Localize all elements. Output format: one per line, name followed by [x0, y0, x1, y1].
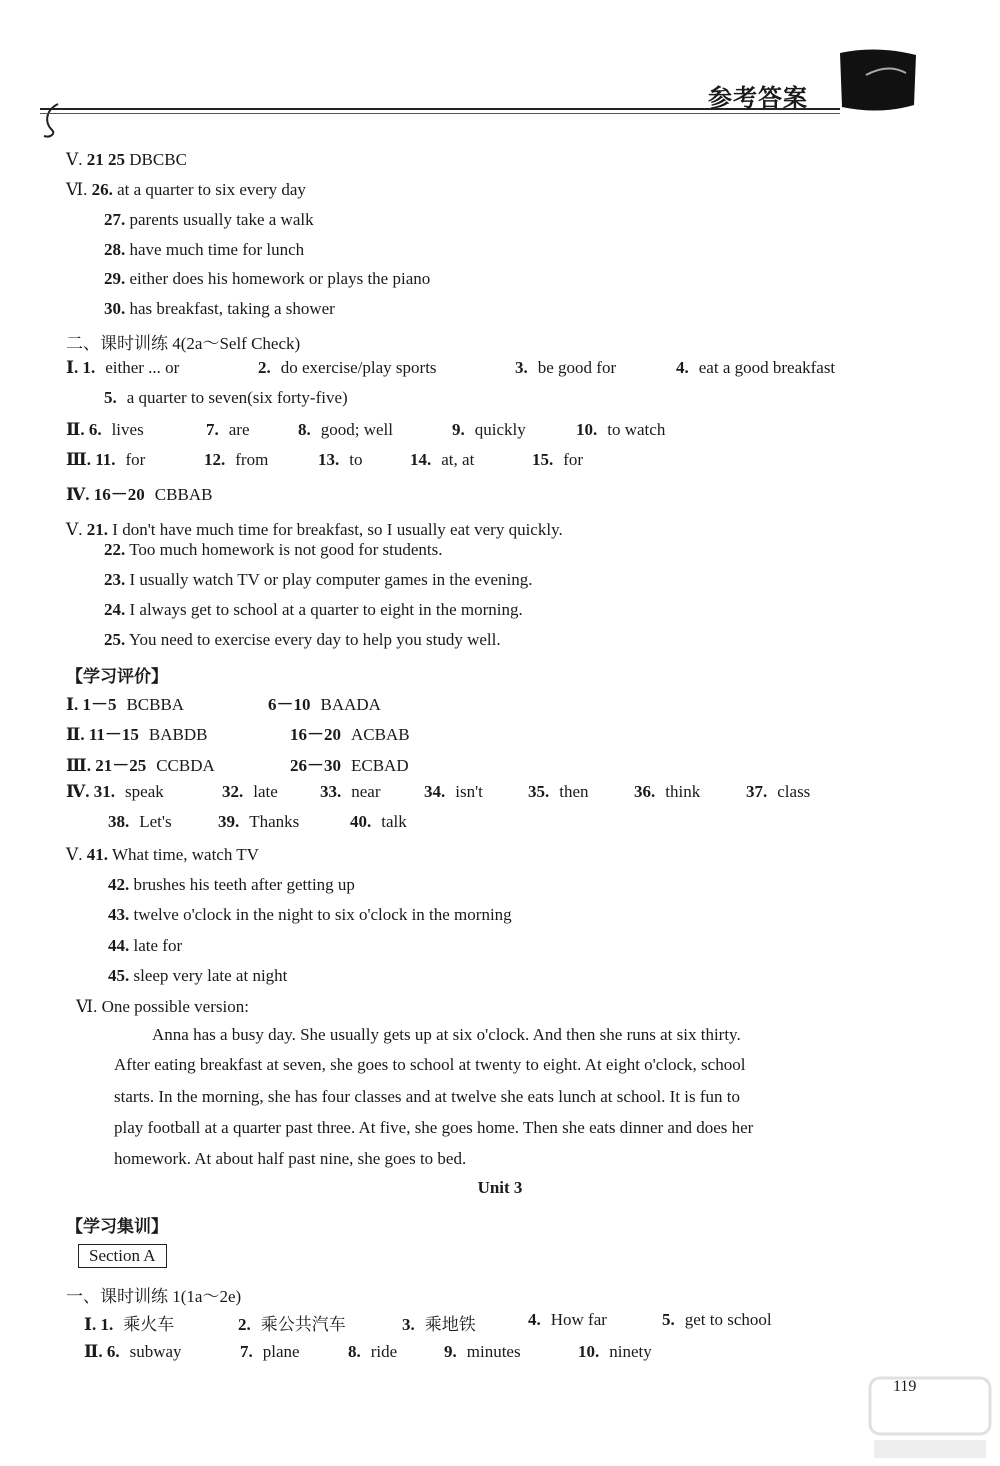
item-number: 34. — [424, 782, 446, 801]
essay-line: Anna has a busy day. She usually gets up at six o'clock. And then she runs at six thirty. — [152, 1025, 741, 1044]
answer-item — [66, 358, 179, 378]
answer-line — [76, 997, 249, 1017]
answer-text: BCBBA — [126, 695, 185, 714]
answer-line — [66, 1282, 241, 1307]
item-number: Ⅳ. 31. — [66, 782, 116, 801]
answer-item — [528, 1310, 607, 1330]
answer-text: either ... or — [105, 358, 180, 377]
item-number: 26. — [91, 180, 113, 199]
header-curl-ornament — [36, 100, 76, 140]
answer-item — [576, 420, 665, 440]
item-number: 37. — [746, 782, 768, 801]
essay-line: starts. In the morning, she has four classes and at twelve she eats lunch at school. It is fun to — [114, 1087, 741, 1106]
answer-text: to watch — [607, 420, 666, 439]
page-title: 参考答案 — [708, 86, 808, 112]
answer-text: are — [228, 420, 250, 439]
item-number: 40. — [350, 812, 372, 831]
answer-line — [66, 180, 306, 200]
item-number: Ⅱ. 11－15 — [66, 725, 139, 744]
item-number: 6－10 — [268, 695, 311, 714]
item-number: 26－30 — [290, 756, 341, 775]
answer-item — [746, 782, 810, 802]
answer-text: You need to exercise every day to help you study well. — [125, 630, 501, 649]
item-number: 3. — [402, 1315, 415, 1334]
header-rule-thin — [40, 113, 840, 114]
essay-line: After eating breakfast at seven, she goes to school at twenty to eight. At eight o'clock, school — [114, 1055, 746, 1074]
item-number: 21 — [86, 150, 104, 169]
answer-item — [204, 450, 268, 470]
answer-text: brushes his teeth after getting up — [129, 875, 355, 894]
answer-text: late for — [129, 936, 183, 955]
answer-text: for — [563, 450, 584, 469]
answer-text: I don't have much time for breakfast, so I usually eat very quickly. — [108, 520, 563, 539]
answer-text: for — [125, 450, 146, 469]
answer-line — [66, 662, 168, 687]
item-number: 44. — [108, 936, 130, 955]
answer-text: Ⅴ. — [66, 845, 87, 864]
item-number: 39. — [218, 812, 240, 831]
answer-text: 二、课时训练 4(2a～Self Check) — [66, 334, 301, 353]
item-number: 2. — [238, 1315, 251, 1334]
answer-line — [104, 570, 533, 590]
answer-text: do exercise/play sports — [280, 358, 437, 377]
answer-line — [104, 240, 304, 260]
answer-text: parents usually take a walk — [125, 210, 314, 229]
answer-item — [662, 1310, 772, 1330]
answer-text: ECBAD — [351, 756, 409, 775]
item-number: 3. — [515, 358, 528, 377]
answer-text: I usually watch TV or play computer games in the evening. — [125, 570, 533, 589]
item-number: Ⅱ. 6. — [66, 420, 102, 439]
answer-text: Ⅵ. One possible version: — [76, 997, 249, 1016]
answer-text: late — [253, 782, 278, 801]
item-number: 10. — [576, 420, 598, 439]
item-number: Ⅰ. 1. — [66, 358, 96, 377]
item-number: 5. — [662, 1310, 675, 1329]
page-number: 119 — [893, 1378, 917, 1395]
answer-text: Let's — [139, 812, 172, 831]
answer-text: near — [351, 782, 381, 801]
answer-text: at, at — [441, 450, 475, 469]
item-number: 16－20 — [290, 725, 341, 744]
answer-item — [532, 450, 583, 470]
item-number: 43. — [108, 905, 130, 924]
item-number: 42. — [108, 875, 130, 894]
item-number: 9. — [444, 1342, 457, 1361]
answer-item — [515, 358, 616, 378]
answer-line — [66, 329, 300, 354]
answer-item — [402, 1310, 476, 1335]
answer-text: speak — [125, 782, 164, 801]
item-number: 23. — [104, 570, 126, 589]
item-number: 10. — [578, 1342, 600, 1361]
unit-title: Unit 3 — [477, 1178, 523, 1197]
answer-text: from — [235, 450, 269, 469]
item-number: 29. — [104, 269, 126, 288]
answer-item — [66, 720, 207, 745]
answer-text: Too much homework is not good for students. — [125, 540, 443, 559]
answer-line — [108, 966, 287, 986]
answer-text: has breakfast, taking a shower — [125, 299, 335, 318]
answer-text: at a quarter to six every day — [112, 180, 306, 199]
item-number: 4. — [676, 358, 689, 377]
answer-text: isn't — [455, 782, 483, 801]
item-number: 【学习评价】 — [66, 667, 168, 686]
answer-text: lives — [111, 420, 144, 439]
answer-line — [108, 936, 182, 956]
answer-item — [104, 388, 348, 408]
answer-text: then — [559, 782, 589, 801]
item-number: 35. — [528, 782, 550, 801]
answer-item — [258, 358, 437, 378]
item-number: 【学习集训】 — [66, 1217, 168, 1236]
answer-line — [104, 210, 314, 230]
answer-item — [84, 1310, 174, 1335]
answer-line — [66, 150, 187, 170]
answer-text: twelve o'clock in the night to six o'clock in the morning — [129, 905, 512, 924]
answer-item — [528, 782, 589, 802]
item-number: 4. — [528, 1310, 541, 1329]
item-number: 28. — [104, 240, 126, 259]
item-number: 36. — [634, 782, 656, 801]
answer-text: minutes — [466, 1342, 521, 1361]
answer-text: either does his homework or plays the piano — [125, 269, 431, 288]
answer-text: good; well — [320, 420, 393, 439]
answer-text: a quarter to seven(six forty-five) — [126, 388, 348, 407]
answer-text: BABDB — [148, 725, 208, 744]
answer-text: 一、课时训练 1(1a～2e) — [66, 1287, 242, 1306]
graduation-cap-icon — [836, 45, 920, 117]
answer-text: class — [777, 782, 811, 801]
answer-item — [206, 420, 250, 440]
answer-item — [108, 812, 172, 832]
item-number: 9. — [452, 420, 465, 439]
answer-text: ride — [370, 1342, 398, 1361]
answer-text: have much time for lunch — [125, 240, 305, 259]
answer-text: 乘火车 — [123, 1315, 175, 1334]
answer-item — [240, 1342, 300, 1362]
item-number: 8. — [298, 420, 311, 439]
item-number: 2. — [258, 358, 271, 377]
answer-item — [218, 812, 299, 832]
item-number: 7. — [206, 420, 219, 439]
answer-text: quickly — [474, 420, 526, 439]
item-number: 14. — [410, 450, 432, 469]
answer-text: 乘地铁 — [424, 1315, 476, 1334]
answer-item — [578, 1342, 652, 1362]
answer-item — [424, 782, 483, 802]
answer-item — [66, 450, 145, 470]
answer-text: sleep very late at night — [129, 966, 288, 985]
answer-item — [66, 782, 164, 802]
answer-text: to — [349, 450, 363, 469]
answer-text: talk — [381, 812, 407, 831]
answer-text: Ⅴ. — [66, 520, 87, 539]
watermark-logo — [860, 1370, 1000, 1466]
item-number: 8. — [348, 1342, 361, 1361]
answer-item — [676, 358, 835, 378]
item-number: Ⅱ. 6. — [84, 1342, 120, 1361]
answer-line — [108, 875, 355, 895]
item-number: Ⅰ. 1. — [84, 1315, 114, 1334]
answer-line — [104, 600, 523, 620]
answer-line — [66, 1212, 168, 1237]
answer-text: ninety — [609, 1342, 652, 1361]
answer-text: get to school — [684, 1310, 772, 1329]
item-number: 32. — [222, 782, 244, 801]
answer-line — [66, 520, 563, 540]
answer-text: subway — [129, 1342, 182, 1361]
item-number: 25 — [108, 150, 126, 169]
answer-item — [410, 450, 474, 470]
answer-item — [66, 690, 184, 715]
answer-text: 乘公共汽车 — [260, 1315, 346, 1334]
answer-line — [104, 540, 442, 560]
answer-item — [452, 420, 526, 440]
answer-text: think — [665, 782, 701, 801]
answer-item — [318, 450, 362, 470]
section-label: Section A — [78, 1244, 167, 1268]
answer-line — [104, 630, 501, 650]
item-number: 38. — [108, 812, 130, 831]
answer-text: I always get to school at a quarter to eight in the morning. — [125, 600, 523, 619]
item-number: 41. — [86, 845, 109, 864]
answer-item — [298, 420, 393, 440]
answer-item — [238, 1310, 346, 1335]
item-number: 33. — [320, 782, 342, 801]
essay-line: play football at a quarter past three. At five, she goes home. Then she eats dinner and does her — [114, 1118, 754, 1137]
item-number: 25. — [104, 630, 126, 649]
answer-item — [66, 420, 144, 440]
item-number: Ⅲ. 21－25 — [66, 756, 147, 775]
item-number: 13. — [318, 450, 340, 469]
answer-item — [290, 720, 410, 745]
answer-text: be good for — [537, 358, 617, 377]
item-number: 21. — [86, 520, 109, 539]
answer-text: eat a good breakfast — [698, 358, 836, 377]
answer-line — [108, 905, 512, 925]
item-number: 24. — [104, 600, 126, 619]
answer-text: Thanks — [249, 812, 300, 831]
answer-text: BAADA — [320, 695, 381, 714]
answer-item — [66, 751, 215, 776]
answer-item — [320, 782, 381, 802]
item-number: 7. — [240, 1342, 253, 1361]
essay-line: homework. At about half past nine, she goes to bed. — [114, 1149, 467, 1168]
item-number: 22. — [104, 540, 126, 559]
answer-text: What time, watch TV — [108, 845, 259, 864]
answer-item — [84, 1342, 182, 1362]
answer-item — [350, 812, 407, 832]
answer-text: CBBAB — [154, 485, 213, 504]
answer-item — [634, 782, 700, 802]
answer-line — [104, 269, 430, 289]
answer-item — [444, 1342, 521, 1362]
answer-item — [348, 1342, 397, 1362]
answer-text: How far — [550, 1310, 607, 1329]
item-number: 30. — [104, 299, 126, 318]
item-number: Ⅰ. 1－5 — [66, 695, 117, 714]
answer-item — [268, 690, 381, 715]
answer-text: CCBDA — [156, 756, 215, 775]
answer-text: plane — [262, 1342, 300, 1361]
item-number: Ⅲ. 11. — [66, 450, 116, 469]
answer-text: DBCBC — [125, 150, 187, 169]
answer-item — [290, 751, 409, 776]
item-number: Ⅳ. 16－20 — [66, 485, 145, 504]
item-number: 15. — [532, 450, 554, 469]
answer-text: ACBAB — [351, 725, 410, 744]
item-number: 12. — [204, 450, 226, 469]
item-number: 27. — [104, 210, 126, 229]
item-number: 5. — [104, 388, 117, 407]
item-number: 45. — [108, 966, 130, 985]
answer-line — [66, 845, 259, 865]
answer-item — [66, 480, 212, 505]
answer-text: Ⅴ. — [66, 150, 87, 169]
answer-line — [104, 299, 335, 319]
answer-item — [222, 782, 278, 802]
answer-text: Ⅵ. — [66, 180, 92, 199]
